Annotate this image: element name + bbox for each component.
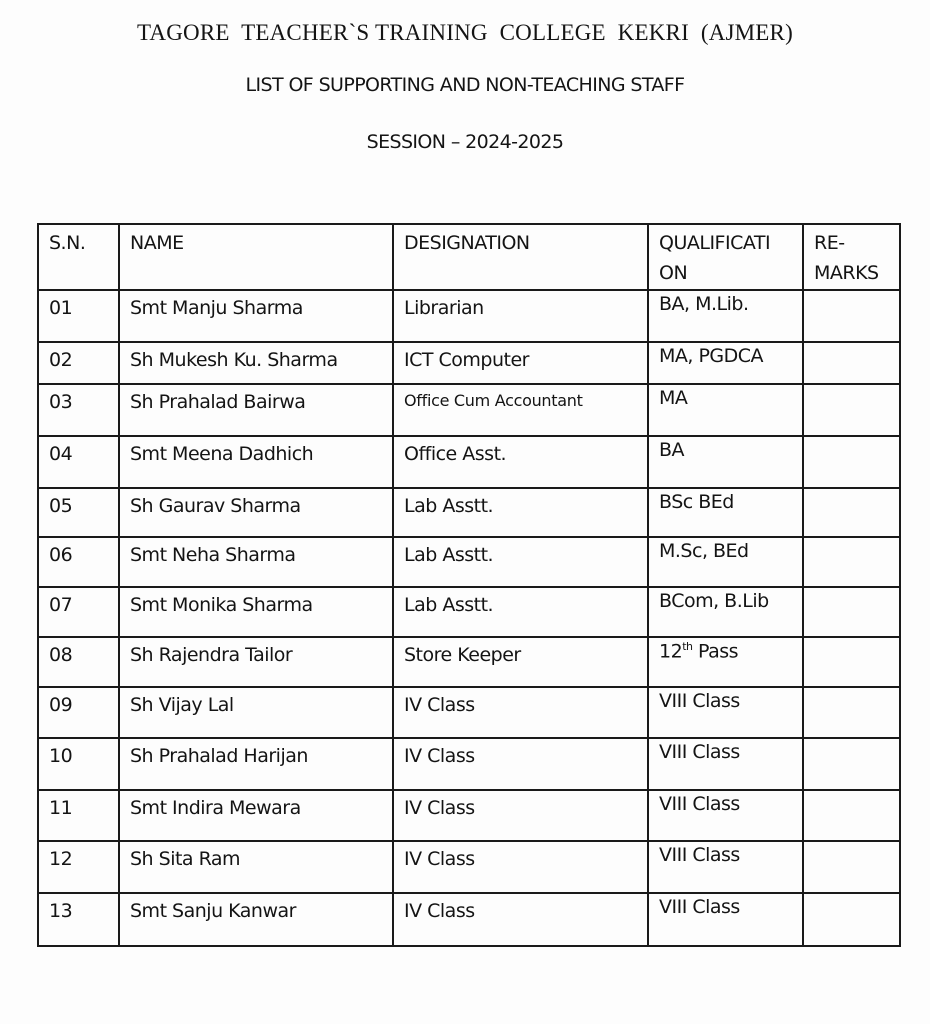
table-row [38,290,900,342]
cell-name: Sh Prahalad Harijan [119,738,393,790]
cell-qualification: BA, M.Lib. [648,290,803,342]
cell-designation: IV Class [393,738,648,790]
cell-name: Smt Monika Sharma [119,587,393,637]
cell-sn: 02 [38,342,119,384]
table-row [38,436,900,488]
cell-designation: Office Cum Accountant [393,384,648,436]
cell-name: Smt Neha Sharma [119,537,393,587]
cell-remarks [803,893,900,946]
cell-designation: Librarian [393,290,648,342]
cell-sn: 10 [38,738,119,790]
remarks-header-line-2: MARKS [814,262,879,284]
cell-name: Smt Indira Mewara [119,790,393,841]
cell-remarks [803,384,900,436]
cell-sn: 04 [38,436,119,488]
cell-designation: Lab Asstt. [393,587,648,637]
cell-qualification: VIII Class [648,687,803,738]
cell-remarks [803,687,900,738]
cell-sn: 01 [38,290,119,342]
column-header-sn: S.N. [38,224,119,290]
cell-remarks [803,841,900,893]
cell-qualification: VIII Class [648,841,803,893]
cell-sn: 05 [38,488,119,537]
remarks-header-line-1: RE- [814,232,845,254]
qualification-text: Pass [692,640,739,663]
cell-remarks [803,488,900,537]
cell-qualification: BSc BEd [648,488,803,537]
table-row [38,687,900,738]
cell-name: Sh Vijay Lal [119,687,393,738]
cell-designation: Store Keeper [393,637,648,687]
cell-remarks [803,790,900,841]
column-header-remarks [803,224,900,290]
cell-name: Smt Sanju Kanwar [119,893,393,946]
staff-table [37,223,901,947]
table-row [38,342,900,384]
cell-qualification: BA [648,436,803,488]
cell-sn: 06 [38,537,119,587]
cell-qualification: BCom, B.Lib [648,587,803,637]
cell-remarks [803,537,900,587]
cell-remarks [803,738,900,790]
document-subtitle: LIST OF SUPPORTING AND NON-TEACHING STAFF [245,74,685,96]
table-row [38,587,900,637]
cell-remarks [803,436,900,488]
cell-qualification: MA, PGDCA [648,342,803,384]
cell-name: Sh Prahalad Bairwa [119,384,393,436]
cell-sn: 12 [38,841,119,893]
cell-designation: IV Class [393,841,648,893]
cell-name: Sh Sita Ram [119,841,393,893]
cell-designation: IV Class [393,790,648,841]
cell-name: Sh Gaurav Sharma [119,488,393,537]
cell-designation: IV Class [393,687,648,738]
cell-sn: 03 [38,384,119,436]
cell-qualification: VIII Class [648,738,803,790]
column-header-name: NAME [119,224,393,290]
cell-qualification: VIII Class [648,790,803,841]
cell-name: Smt Manju Sharma [119,290,393,342]
qualification-header-line-1: QUALIFICATI [659,232,771,254]
cell-sn: 09 [38,687,119,738]
cell-name: Smt Meena Dadhich [119,436,393,488]
table-row [38,841,900,893]
cell-sn: 07 [38,587,119,637]
cell-name: Sh Mukesh Ku. Sharma [119,342,393,384]
cell-sn: 11 [38,790,119,841]
cell-designation: IV Class [393,893,648,946]
table-row [38,893,900,946]
cell-designation: Lab Asstt. [393,488,648,537]
cell-qualification [648,637,803,687]
cell-sn: 13 [38,893,119,946]
table-header-row [38,224,900,290]
cell-qualification: MA [648,384,803,436]
cell-remarks [803,342,900,384]
cell-designation: Office Asst. [393,436,648,488]
table-row [38,637,900,687]
ordinal-suffix: th [682,640,693,653]
cell-qualification: VIII Class [648,893,803,946]
table-row [38,790,900,841]
cell-remarks [803,290,900,342]
qualification-number: 12 [659,640,683,663]
cell-designation: Lab Asstt. [393,537,648,587]
cell-designation: ICT Computer [393,342,648,384]
table-row [38,488,900,537]
cell-sn: 08 [38,637,119,687]
cell-remarks [803,587,900,637]
qualification-header-line-2: ON [659,262,688,284]
table-row [38,537,900,587]
cell-qualification: M.Sc, BEd [648,537,803,587]
column-header-qualification [648,224,803,290]
college-title: TAGORE TEACHER`S TRAINING COLLEGE KEKRI (AJMER) [137,20,793,45]
column-header-designation: DESIGNATION [393,224,648,290]
table-row [38,384,900,436]
cell-name: Sh Rajendra Tailor [119,637,393,687]
cell-remarks [803,637,900,687]
table-row [38,738,900,790]
session-label: SESSION – 2024-2025 [366,131,564,153]
